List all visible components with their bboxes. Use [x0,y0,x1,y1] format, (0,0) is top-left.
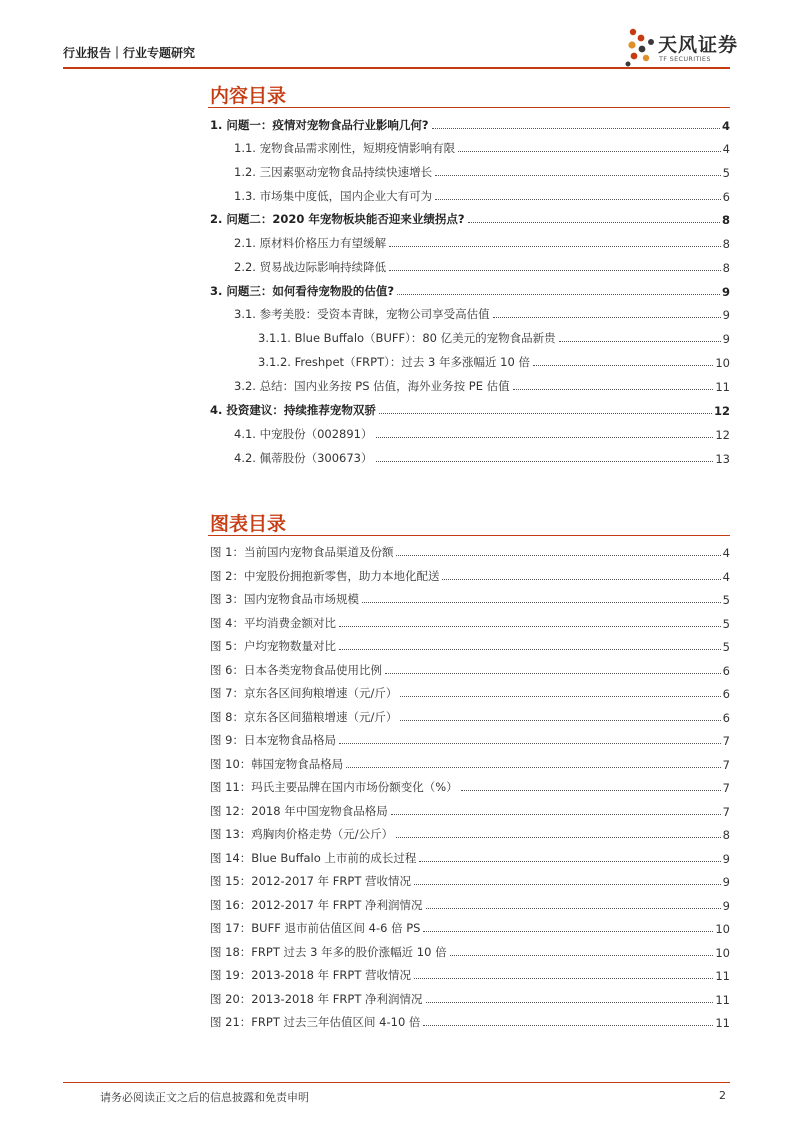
toc-title: 内容目录 [210,85,287,107]
dot-leader [339,743,721,744]
dot-leader [468,222,720,223]
dot-leader [397,294,720,295]
toc-entry[interactable] [210,963,730,983]
toc-entry[interactable] [210,1010,730,1030]
toc-entry[interactable] [234,184,730,204]
dot-leader [389,270,721,271]
entry-label: 图 10：韩国宠物食品格局 [210,756,344,771]
company-logo [624,27,739,67]
entry-page-number: 10 [715,922,730,936]
toc-entry[interactable] [210,728,730,748]
entry-page-number: 12 [713,404,730,418]
toc-entry[interactable] [210,207,730,227]
entry-label: 2. 问题二：2020 年宠物板块能否迎来业绩拐点? [210,212,465,226]
dot-leader [426,908,721,909]
entry-label: 2.2. 贸易战边际影响持续降低 [234,260,387,274]
toc-entry[interactable] [210,611,730,631]
entry-label: 1.1. 宠物食品需求刚性，短期疫情影响有限 [234,141,456,155]
toc-entry[interactable] [210,752,730,772]
toc-entry[interactable] [234,374,730,394]
entry-page-number: 6 [722,710,730,725]
entry-label: 1.3. 市场集中度低，国内企业大有可为 [234,189,433,203]
entry-page-number: 8 [722,261,730,275]
entry-page-number: 7 [722,804,730,819]
toc-entry[interactable] [234,302,730,322]
dot-leader [376,437,714,438]
toc-entry[interactable] [210,634,730,654]
dot-leader [339,626,721,627]
toc-entry[interactable] [258,350,730,370]
entry-label: 图 13：鸡胸肉价格走势（元/公斤） [210,827,394,841]
toc-entry[interactable] [210,587,730,607]
toc-entry[interactable] [234,422,730,442]
toc-entry[interactable] [210,279,730,299]
entry-label: 图 15：2012-2017 年 FRPT 营收情况 [210,874,412,888]
dot-leader [426,1002,714,1003]
dot-leader [362,602,721,603]
entry-label: 图 4：平均消费金额对比 [210,615,336,630]
dot-leader [385,673,721,674]
dot-leader [435,175,721,176]
toc-entry[interactable] [210,987,730,1007]
entry-page-number: 5 [722,640,730,654]
dot-leader [414,884,721,885]
entry-page-number: 10 [715,356,730,370]
dot-leader [559,341,721,342]
toc-entry[interactable] [210,681,730,701]
entry-page-number: 7 [722,781,730,795]
entry-page-number: 12 [715,428,730,442]
dot-leader [442,579,720,580]
footer-divider [63,1082,730,1083]
toc-entry[interactable] [210,564,730,584]
entry-page-number: 10 [715,945,730,960]
entry-label: 图 5：户均宠物数量对比 [210,639,336,653]
entry-page-number: 7 [722,757,730,772]
toc-entry[interactable] [234,255,730,275]
entry-label: 图 8：京东各区间猫粮增速（元/斤） [210,709,398,724]
entry-label: 图 21：FRPT 过去三年估值区间 4-10 倍 [210,1015,421,1029]
entry-page-number: 6 [722,190,730,204]
figures-title: 图表目录 [210,513,287,535]
toc-entry[interactable] [234,160,730,180]
entry-label: 图 3：国内宠物食品市场规模 [210,592,359,606]
dot-leader [346,767,720,768]
toc-entry[interactable] [210,869,730,889]
dot-leader [435,199,721,200]
entry-label: 3.2. 总结：国内业务按 PS 估值，海外业务按 PE 估值 [234,379,510,393]
entry-label: 2.1. 原材料价格压力有望缓解 [234,236,387,250]
entry-label: 4.1. 中宠股份（002891） [234,427,373,441]
entry-label: 图 7：京东各区间狗粮增速（元/斤） [210,686,398,700]
dot-leader [458,151,721,152]
entry-label: 图 14：Blue Buffalo 上市前的成长过程 [210,850,417,865]
toc-entry[interactable] [258,326,730,346]
entry-label: 图 1：当前国内宠物食品渠道及份额 [210,545,394,559]
dot-leader [423,1025,713,1026]
dot-leader [400,720,720,721]
toc-entry[interactable] [234,136,730,156]
entry-page-number: 11 [715,380,730,394]
toc-entry[interactable] [210,940,730,960]
logo-english-name: TF SECURITIES [659,55,711,63]
dot-leader [513,389,714,390]
toc-entry[interactable] [234,446,730,466]
toc-entry[interactable] [210,775,730,795]
entry-page-number: 9 [722,308,730,322]
toc-entry[interactable] [210,916,730,936]
toc-entry[interactable] [210,822,730,842]
dot-leader [396,555,720,556]
entry-label: 4. 投资建议：持续推荐宠物双骄 [210,403,376,417]
toc-entry[interactable] [210,893,730,913]
entry-label: 图 9：日本宠物食品格局 [210,733,336,747]
toc-title-divider [208,107,730,108]
entry-page-number: 9 [722,332,730,346]
toc-entry[interactable] [210,799,730,819]
entry-page-number: 4 [722,546,730,560]
toc-entry[interactable] [234,231,730,251]
dot-leader [461,790,721,791]
footer-disclaimer: 请务必阅读正文之后的信息披露和免责申明 [100,1091,309,1104]
toc-entry[interactable] [210,658,730,678]
entry-page-number: 9 [721,285,730,299]
page-number: 2 [719,1089,726,1102]
entry-page-number: 5 [722,593,730,607]
entry-page-number: 6 [722,663,730,678]
entry-label: 图 18：FRPT 过去 3 年多的股价涨幅近 10 倍 [210,944,447,959]
dot-leader [339,649,721,650]
toc-entry[interactable] [210,398,730,418]
entry-label: 图 6：日本各类宠物食品使用比例 [210,662,382,677]
entry-page-number: 5 [722,616,730,631]
dot-leader [493,317,721,318]
toc-entry[interactable] [210,705,730,725]
logo-chinese-name: 天风证券 [658,34,739,56]
entry-label: 3.1.1. Blue Buffalo（BUFF）：80 亿美元的宠物食品新贵 [258,331,556,345]
entry-page-number: 11 [715,992,730,1007]
dot-leader [450,955,714,956]
dot-leader [391,814,721,815]
entry-page-number: 9 [722,851,730,866]
entry-label: 图 12：2018 年中国宠物食品格局 [210,803,388,818]
entry-label: 4.2. 佩蒂股份（300673） [234,451,373,465]
dot-leader [396,837,721,838]
toc-entry[interactable] [210,113,730,133]
entry-label: 1. 问题一：疫情对宠物食品行业影响几何? [210,118,429,132]
entry-page-number: 9 [722,898,730,913]
report-category: 行业报告｜行业专题研究 [63,46,196,60]
entry-page-number: 8 [722,237,730,251]
entry-page-number: 9 [722,875,730,889]
entry-page-number: 5 [722,166,730,180]
entry-page-number: 6 [722,687,730,701]
figures-title-divider [208,535,730,536]
entry-label: 图 19：2013-2018 年 FRPT 营收情况 [210,968,412,982]
dot-leader [400,696,720,697]
toc-entry[interactable] [210,540,730,560]
entry-page-number: 4 [721,119,730,133]
entry-label: 图 16：2012-2017 年 FRPT 净利润情况 [210,897,423,912]
dot-leader [533,365,713,366]
dot-leader [379,413,712,414]
dot-leader [432,128,720,129]
entry-label: 3.1. 参考美股：受资本青睐，宠物公司享受高估值 [234,307,490,321]
dot-leader [376,461,714,462]
toc-entry[interactable] [210,846,730,866]
entry-label: 1.2. 三因素驱动宠物食品持续快速增长 [234,165,433,179]
entry-page-number: 13 [715,452,730,466]
entry-label: 图 20：2013-2018 年 FRPT 净利润情况 [210,991,423,1006]
logo-mark-icon [624,27,658,67]
dot-leader [389,246,721,247]
dot-leader [423,931,713,932]
entry-label: 3.1.2. Freshpet（FRPT）：过去 3 年多涨幅近 10 倍 [258,355,530,369]
entry-page-number: 8 [722,828,730,842]
dot-leader [419,861,720,862]
entry-page-number: 11 [715,969,730,983]
entry-label: 3. 问题三：如何看待宠物股的估值? [210,284,395,298]
entry-page-number: 8 [721,213,730,227]
entry-page-number: 4 [722,142,730,156]
entry-label: 图 17：BUFF 退市前估值区间 4-6 倍 PS [210,921,421,935]
entry-page-number: 7 [722,734,730,748]
header-divider [63,67,730,69]
dot-leader [414,978,713,979]
entry-label: 图 2：中宠股份拥抱新零售，助力本地化配送 [210,568,440,583]
entry-page-number: 4 [722,569,730,584]
entry-page-number: 11 [715,1016,730,1030]
entry-label: 图 11：玛氏主要品牌在国内市场份额变化（%） [210,780,458,794]
